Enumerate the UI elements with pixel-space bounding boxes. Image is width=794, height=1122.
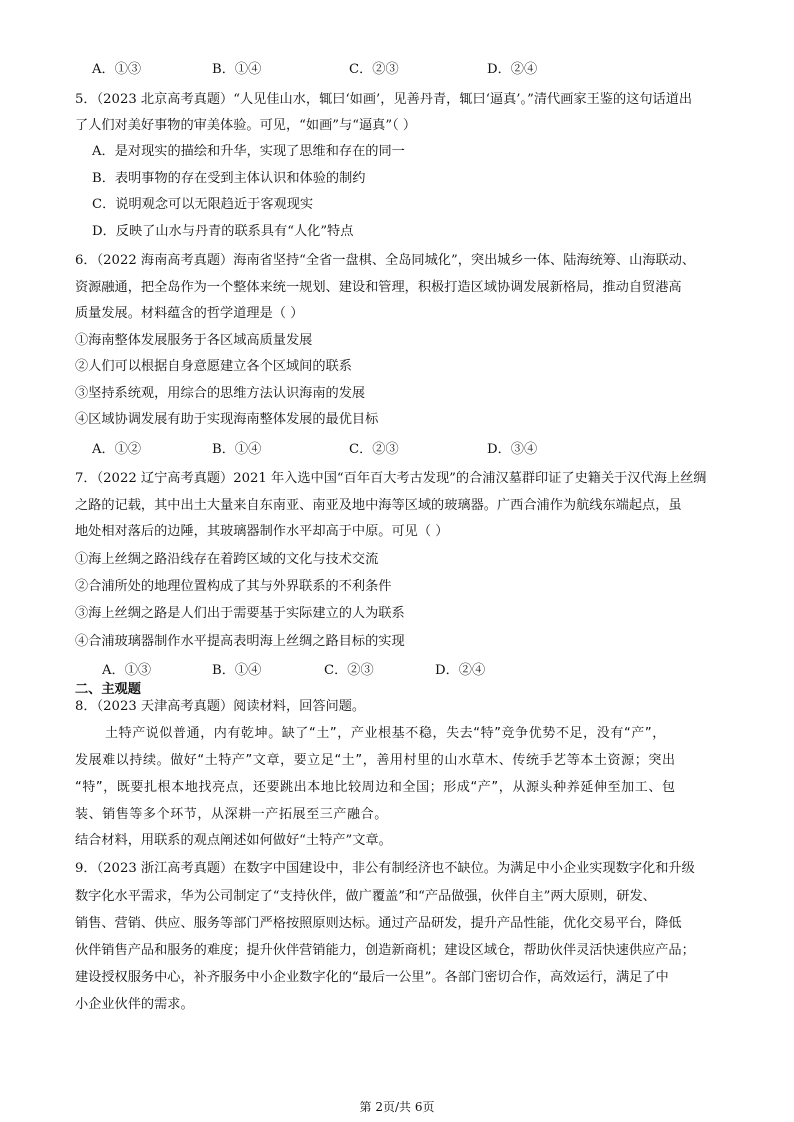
q8-material-line4: 装、销售等多个环节，从深耕一产拓展至三产融合。	[75, 807, 388, 822]
q6-statement-3: ③坚持系统观，用综合的思维方法认识海南的发展	[75, 386, 366, 401]
q7-option-c: C．②③	[324, 663, 374, 678]
q9-stem-line2: 数字化水平需求，华为公司制定了“支持伙伴，做广覆盖”和“产品做强，伙伴自主”两大原则，研发、	[75, 889, 656, 904]
q8-task: 结合材料，用联系的观点阐述如何做好“土特产”文章。	[75, 833, 392, 848]
q7-statement-2: ②合浦所处的地理位置构成了其与外界联系的不利条件	[75, 579, 392, 594]
page-number-footer: 第 2页/共 6页	[359, 1100, 435, 1114]
q7-statement-1: ①海上丝绸之路沿线存在着跨区域的文化与技术交流	[75, 552, 379, 567]
q5-option-a: A．是对现实的描绘和升华，实现了思维和存在的同一	[92, 144, 405, 159]
q9-stem-line3: 销售、营销、供应、服务等部门严格按照原则达标。通过产品研发，提升产品性能，优化交易平台，降低	[75, 916, 682, 931]
q4-option-d: D．②④	[487, 62, 538, 77]
q8-material-line2: 发展难以持续。做好“土特产”文章，要立足“土”，善用村里的山水草木、传统手艺等本土资源；突出	[75, 753, 676, 768]
q9-stem-line5: 建设授权服务中心，补齐服务中小企业数字化的“最后一公里”。各部门密切合作，高效运行，满足了中	[75, 970, 669, 985]
q7-stem-line1: 7．（2022 辽宁高考真题）2021 年入选中国“百年百大考古发现”的合浦汉墓群印证了史籍关于汉代海上丝绸	[75, 471, 707, 486]
q6-statement-2: ②人们可以根据自身意愿建立各个区域间的联系	[75, 359, 352, 374]
q8-material-line1: 土特产说似普通，内有乾坤。缺了“土”，产业根基不稳，失去“特”竞争优势不足，没有“产”，	[105, 726, 666, 741]
q4-option-c: C．②③	[349, 62, 399, 77]
q9-stem-line1: 9．（2023 浙江高考真题）在数字中国建设中，非公有制经济也不缺位。为满足中小企业实现数字化和升级	[75, 861, 695, 876]
q6-option-c: C．②③	[349, 442, 399, 457]
q5-option-d: D．反映了山水与丹青的联系具有“人化”特点	[92, 224, 354, 239]
q9-stem-line6: 小企业伙伴的需求。	[75, 997, 194, 1012]
q9-stem-line4: 伙伴销售产品和服务的难度；提升伙伴营销能力，创造新商机；建设区域仓，帮助伙伴灵活快速供应产品；	[75, 943, 695, 958]
q5-option-c: C．说明观念可以无限趋近于客观现实	[92, 197, 314, 212]
q7-statement-3: ③海上丝绸之路是人们出于需要基于实际建立的人为联系	[75, 606, 405, 621]
q8-material-line3: “特”，既要扎根本地找亮点，还要跳出本地比较周边和全国；形成“产”，从源头种养延伸至加工、包	[75, 780, 676, 795]
q6-statement-1: ①海南整体发展服务于各区域高质量发展	[75, 333, 313, 348]
q6-option-b: B．①④	[212, 442, 262, 457]
q8-stem: 8．（2023 天津高考真题）阅读材料，回答问题。	[75, 699, 366, 714]
q6-option-d: D．③④	[487, 442, 538, 457]
q7-stem-line2: 之路的记载，其中出土大量来自东南亚、南亚及地中海等区域的玻璃器。广西合浦作为航线东端起点，虽	[75, 498, 682, 513]
q7-option-a: A．①③	[102, 663, 152, 678]
q7-option-d: D．②④	[435, 663, 486, 678]
q4-option-a: A．①③	[92, 62, 142, 77]
q6-stem-line2: 资源融通，把全岛作为一个整体来统一规划、建设和管理，积极打造区域协调发展新格局，推动自贸港高	[75, 280, 682, 295]
q5-stem-line2: 了人们对美好事物的审美体验。可见，“如画”与“逼真”（ ）	[75, 118, 417, 133]
q7-stem-line3: 地处相对落后的边陲，其玻璃器制作水平却高于中原。可见（ ）	[75, 524, 449, 539]
q5-stem-line1: 5．（2023 北京高考真题）“人见佳山水，辄曰‘如画’，见善丹青，辄曰‘逼真’。”清代画家王鉴的这句话道出	[75, 92, 693, 107]
q7-statement-4: ④合浦玻璃器制作水平提高表明海上丝绸之路目标的实现	[75, 634, 405, 649]
q4-option-b: B．①④	[212, 62, 262, 77]
q7-option-b: B．①④	[212, 663, 262, 678]
q6-stem-line1: 6．（2022 海南高考真题）海南省坚持“全省一盘棋、全岛同城化”，突出城乡一体、陆海统筹、山海联动、	[75, 253, 696, 268]
q6-option-a: A．①②	[92, 442, 142, 457]
q6-statement-4: ④区域协调发展有助于实现海南整体发展的最优目标	[75, 412, 379, 427]
section-heading-subjective: 二、主观题	[75, 682, 141, 697]
q6-stem-line3: 质量发展。材料蕴含的哲学道理是（ ）	[75, 306, 304, 321]
q5-option-b: B．表明事物的存在受到主体认识和体验的制约	[92, 171, 366, 186]
